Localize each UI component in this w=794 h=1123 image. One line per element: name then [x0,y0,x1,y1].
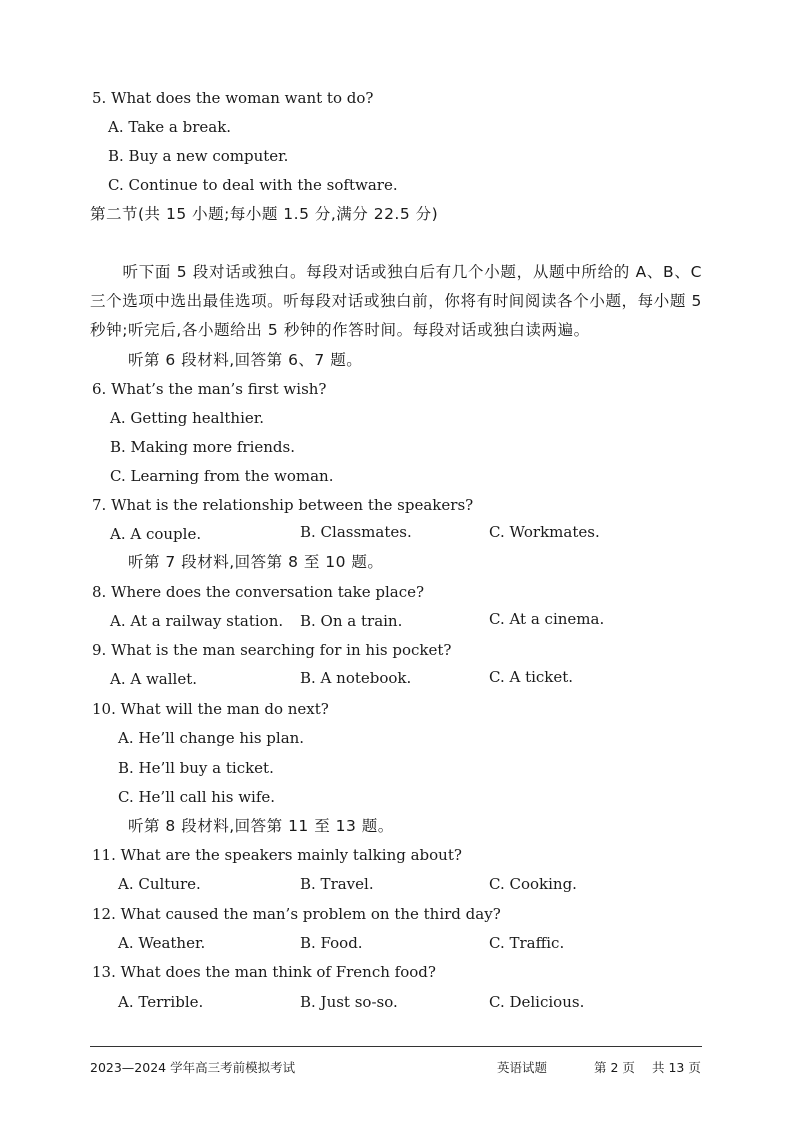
footer-page-number: 第 2 页 [594,1060,635,1075]
question-5-option-a: A. Take a break. [108,118,232,136]
question-7-option-b: B. Classmates. [300,523,412,541]
question-5-option-b: B. Buy a new computer. [108,147,289,165]
footer-total-pages: 共 13 页 [652,1060,701,1075]
question-9-stem: 9. What is the man searching for in his pocket? [92,641,452,659]
question-10-option-c: C. He’ll call his wife. [118,788,276,806]
question-10-option-b: B. He’ll buy a ticket. [118,759,274,777]
material-7-instruction: 听第 7 段材料,回答第 8 至 10 题。 [128,553,384,571]
question-12-option-a: A. Weather. [118,934,206,952]
question-13-option-b: B. Just so-so. [300,993,398,1011]
material-8-instruction: 听第 8 段材料,回答第 11 至 13 题。 [128,817,394,835]
question-8-option-b: B. On a train. [300,612,403,630]
question-10-stem: 10. What will the man do next? [92,700,329,718]
question-8-option-c: C. At a cinema. [489,610,605,628]
question-11-option-b: B. Travel. [300,875,374,893]
question-7-option-c: C. Workmates. [489,523,600,541]
question-13-option-c: C. Delicious. [489,993,585,1011]
footer-subject: 英语试题 [497,1060,548,1075]
question-9-option-c: C. A ticket. [489,668,574,686]
footer-divider [90,1046,702,1047]
question-5-stem: 5. What does the woman want to do? [92,89,374,107]
question-6-option-a: A. Getting healthier. [110,409,265,427]
material-6-instruction: 听第 6 段材料,回答第 6、7 题。 [128,351,363,369]
question-6-option-c: C. Learning from the woman. [110,467,334,485]
question-6-stem: 6. What’s the man’s first wish? [92,380,327,398]
question-5-option-c: C. Continue to deal with the software. [108,176,398,194]
question-13-stem: 13. What does the man think of French food? [92,963,436,981]
section-heading: 第二节(共 15 小题;每小题 1.5 分,满分 22.5 分) [90,205,439,223]
question-7-option-a: A. A couple. [110,525,202,543]
question-11-option-a: A. Culture. [118,875,201,893]
question-9-option-a: A. A wallet. [110,670,198,688]
footer-exam-title: 2023—2024 学年高三考前模拟考试 [90,1060,296,1075]
question-9-option-b: B. A notebook. [300,669,412,687]
question-11-stem: 11. What are the speakers mainly talking about? [92,846,462,864]
section-instructions: 听下面 5 段对话或独白。每段对话或独白后有几个小题，从题中所给的 A、B、C 三个选项中选出最佳选项。听每段对话或独白前，你将有时间阅读各个小题，每小题 5 秒钟;听完后,各小题给出 5 秒钟的作答时间。每段对话或独白读两遍。 [90,263,702,339]
question-12-option-b: B. Food. [300,934,363,952]
question-6-option-b: B. Making more friends. [110,438,295,456]
question-8-option-a: A. At a railway station. [110,612,284,630]
question-7-stem: 7. What is the relationship between the speakers? [92,496,474,514]
question-12-stem: 12. What caused the man’s problem on the third day? [92,905,501,923]
question-11-option-c: C. Cooking. [489,875,577,893]
question-8-stem: 8. Where does the conversation take place? [92,583,425,601]
question-13-option-a: A. Terrible. [118,993,204,1011]
question-12-option-c: C. Traffic. [489,934,565,952]
question-10-option-a: A. He’ll change his plan. [118,729,305,747]
